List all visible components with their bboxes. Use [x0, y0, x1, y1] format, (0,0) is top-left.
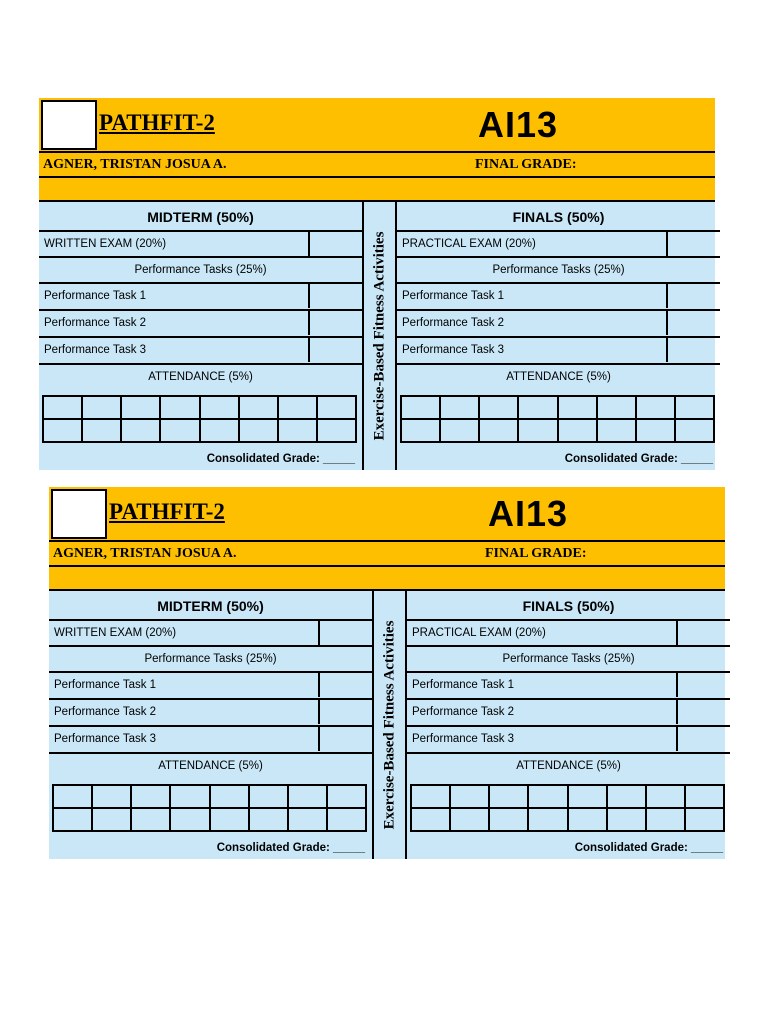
performance-task-row: [49, 725, 372, 751]
practical-exam-score-cell[interactable]: [666, 232, 720, 256]
attendance-cell[interactable]: [43, 396, 82, 419]
attendance-row: [49, 752, 372, 778]
attendance-cell[interactable]: [568, 808, 607, 831]
card-body: [49, 591, 725, 859]
performance-task-label: Performance Task 3: [54, 733, 157, 745]
attendance-cell[interactable]: [479, 419, 518, 442]
attendance-cell[interactable]: [327, 785, 366, 808]
attendance-grid: [410, 784, 725, 832]
midterm-panel: [49, 591, 372, 859]
attendance-cell[interactable]: [636, 396, 675, 419]
header-divider: [39, 176, 715, 178]
vertical-label-bar: [372, 591, 407, 859]
attendance-row: [39, 363, 362, 389]
performance-task-label: Performance Task 1: [44, 290, 147, 302]
performance-task-row: [39, 336, 362, 362]
practical-exam-score-cell[interactable]: [676, 621, 730, 645]
attendance-cell[interactable]: [200, 396, 239, 419]
attendance-cell[interactable]: [82, 396, 121, 419]
performance-task-label: Performance Task 3: [402, 344, 505, 356]
vertical-label-bar: [362, 202, 397, 470]
finals-title: FINALS (50%): [512, 209, 605, 225]
attendance-grid: [42, 395, 357, 443]
attendance-cell[interactable]: [558, 396, 597, 419]
performance-task-label: Performance Task 1: [412, 679, 515, 691]
practical-exam-label: PRACTICAL EXAM (20%): [402, 238, 536, 250]
attendance-cell[interactable]: [646, 808, 685, 831]
attendance-cell[interactable]: [607, 785, 646, 808]
performance-task-label: Performance Task 2: [44, 317, 147, 329]
attendance-cell[interactable]: [43, 419, 82, 442]
performance-task-score-cell[interactable]: [676, 727, 730, 751]
attendance-cell[interactable]: [239, 396, 278, 419]
performance-task-row: [397, 336, 720, 362]
written-exam-label: WRITTEN EXAM (20%): [44, 238, 167, 250]
logo-box: [41, 100, 97, 150]
attendance-cell[interactable]: [131, 785, 170, 808]
attendance-cell[interactable]: [239, 419, 278, 442]
performance-task-score-cell[interactable]: [666, 338, 720, 362]
header-divider: [49, 565, 725, 567]
attendance-cell[interactable]: [675, 419, 714, 442]
attendance-label: ATTENDANCE (5%): [506, 371, 611, 383]
attendance-cell[interactable]: [92, 808, 131, 831]
attendance-cell[interactable]: [82, 419, 121, 442]
performance-tasks-header-row: [39, 256, 362, 282]
student-name: AGNER, TRISTAN JOSUA A.: [43, 157, 227, 172]
header-divider: [49, 540, 725, 542]
attendance-cell[interactable]: [160, 396, 199, 419]
attendance-cell[interactable]: [170, 785, 209, 808]
performance-task-row: [39, 309, 362, 335]
attendance-cell[interactable]: [518, 419, 557, 442]
attendance-cell[interactable]: [92, 785, 131, 808]
section-code: AI13: [478, 104, 559, 145]
attendance-cell[interactable]: [317, 419, 356, 442]
attendance-row: [397, 363, 720, 389]
performance-tasks-header: Performance Tasks (25%): [502, 653, 635, 665]
attendance-grid: [52, 784, 367, 832]
performance-task-row: [397, 282, 720, 308]
consolidated-grade-label: Consolidated Grade: _____: [564, 453, 713, 465]
midterm-title: MIDTERM (50%): [147, 209, 254, 225]
performance-task-score-cell[interactable]: [676, 700, 730, 724]
consolidated-grade-label: Consolidated Grade: _____: [206, 453, 355, 465]
attendance-cell[interactable]: [528, 808, 567, 831]
attendance-cell[interactable]: [210, 808, 249, 831]
finals-panel: [407, 591, 730, 859]
attendance-label: ATTENDANCE (5%): [158, 760, 263, 772]
performance-task-label: Performance Task 2: [54, 706, 157, 718]
performance-task-row: [49, 698, 372, 724]
attendance-row: [407, 752, 730, 778]
logo-box: [51, 489, 107, 539]
performance-task-label: Performance Task 1: [402, 290, 505, 302]
written-exam-score-cell[interactable]: [308, 232, 362, 256]
attendance-cell[interactable]: [607, 808, 646, 831]
attendance-cell[interactable]: [327, 808, 366, 831]
attendance-cell[interactable]: [317, 396, 356, 419]
course-title: PATHFIT-2: [99, 110, 215, 135]
finals-panel: [397, 202, 720, 470]
attendance-cell[interactable]: [568, 785, 607, 808]
performance-task-score-cell[interactable]: [318, 673, 372, 697]
written-exam-score-cell[interactable]: [318, 621, 372, 645]
attendance-cell[interactable]: [597, 419, 636, 442]
performance-task-row: [49, 671, 372, 697]
attendance-cell[interactable]: [479, 396, 518, 419]
performance-task-score-cell[interactable]: [318, 700, 372, 724]
performance-task-score-cell[interactable]: [666, 284, 720, 308]
card-header: [49, 487, 725, 591]
attendance-cell[interactable]: [160, 419, 199, 442]
performance-task-score-cell[interactable]: [308, 338, 362, 362]
attendance-cell[interactable]: [288, 785, 327, 808]
practical-exam-row: [407, 619, 730, 645]
attendance-label: ATTENDANCE (5%): [516, 760, 621, 772]
attendance-cell[interactable]: [278, 419, 317, 442]
attendance-cell[interactable]: [53, 785, 92, 808]
attendance-cell[interactable]: [249, 785, 288, 808]
performance-task-row: [407, 671, 730, 697]
performance-tasks-header-row: [407, 645, 730, 671]
attendance-cell[interactable]: [685, 785, 724, 808]
attendance-cell[interactable]: [411, 808, 450, 831]
attendance-cell[interactable]: [450, 785, 489, 808]
consolidated-grade-label: Consolidated Grade: _____: [216, 842, 365, 854]
card-body: [39, 202, 715, 470]
performance-task-label: Performance Task 2: [402, 317, 505, 329]
attendance-cell[interactable]: [121, 396, 160, 419]
attendance-cell[interactable]: [121, 419, 160, 442]
finals-title: FINALS (50%): [522, 598, 615, 614]
attendance-cell[interactable]: [278, 396, 317, 419]
attendance-cell[interactable]: [210, 785, 249, 808]
attendance-cell[interactable]: [411, 785, 450, 808]
performance-task-score-cell[interactable]: [318, 727, 372, 751]
performance-task-score-cell[interactable]: [308, 311, 362, 335]
attendance-cell[interactable]: [675, 396, 714, 419]
attendance-cell[interactable]: [450, 808, 489, 831]
performance-tasks-header: Performance Tasks (25%): [144, 653, 277, 665]
attendance-grid: [400, 395, 715, 443]
attendance-cell[interactable]: [518, 396, 557, 419]
attendance-cell[interactable]: [53, 808, 92, 831]
written-exam-label: WRITTEN EXAM (20%): [54, 627, 177, 639]
attendance-cell[interactable]: [401, 419, 440, 442]
attendance-cell[interactable]: [288, 808, 327, 831]
attendance-cell[interactable]: [249, 808, 288, 831]
attendance-cell[interactable]: [131, 808, 170, 831]
final-grade-label: FINAL GRADE:: [475, 157, 577, 172]
midterm-title: MIDTERM (50%): [157, 598, 264, 614]
performance-tasks-header-row: [49, 645, 372, 671]
performance-task-row: [397, 309, 720, 335]
midterm-panel: [39, 202, 362, 470]
course-title: PATHFIT-2: [109, 499, 225, 524]
performance-task-row: [39, 282, 362, 308]
final-grade-label: FINAL GRADE:: [485, 546, 587, 561]
practical-exam-label: PRACTICAL EXAM (20%): [412, 627, 546, 639]
performance-task-label: Performance Task 2: [412, 706, 515, 718]
attendance-cell[interactable]: [489, 785, 528, 808]
attendance-cell[interactable]: [646, 785, 685, 808]
attendance-cell[interactable]: [401, 396, 440, 419]
performance-task-row: [407, 725, 730, 751]
practical-exam-row: [397, 230, 720, 256]
performance-tasks-header: Performance Tasks (25%): [134, 264, 267, 276]
attendance-cell[interactable]: [200, 419, 239, 442]
attendance-label: ATTENDANCE (5%): [148, 371, 253, 383]
attendance-cell[interactable]: [170, 808, 209, 831]
performance-tasks-header-row: [397, 256, 720, 282]
grade-card-1: [39, 98, 715, 470]
performance-task-score-cell[interactable]: [676, 673, 730, 697]
section-code: AI13: [488, 493, 569, 534]
attendance-cell[interactable]: [528, 785, 567, 808]
grade-card-2: [49, 487, 725, 859]
consolidated-grade-label: Consolidated Grade: _____: [574, 842, 723, 854]
written-exam-row: [39, 230, 362, 256]
performance-task-label: Performance Task 1: [54, 679, 157, 691]
student-name: AGNER, TRISTAN JOSUA A.: [53, 546, 237, 561]
performance-task-label: Performance Task 3: [44, 344, 147, 356]
attendance-cell[interactable]: [636, 419, 675, 442]
attendance-cell[interactable]: [440, 396, 479, 419]
activity-type-label: Exercise-Based Fitness Activities: [381, 620, 397, 830]
attendance-cell[interactable]: [685, 808, 724, 831]
performance-tasks-header: Performance Tasks (25%): [492, 264, 625, 276]
card-header: [39, 98, 715, 202]
activity-type-label: Exercise-Based Fitness Activities: [371, 231, 387, 441]
attendance-cell[interactable]: [597, 396, 636, 419]
attendance-cell[interactable]: [489, 808, 528, 831]
performance-task-label: Performance Task 3: [412, 733, 515, 745]
header-divider: [39, 151, 715, 153]
performance-task-score-cell[interactable]: [666, 311, 720, 335]
attendance-cell[interactable]: [440, 419, 479, 442]
attendance-cell[interactable]: [558, 419, 597, 442]
written-exam-row: [49, 619, 372, 645]
performance-task-score-cell[interactable]: [308, 284, 362, 308]
performance-task-row: [407, 698, 730, 724]
